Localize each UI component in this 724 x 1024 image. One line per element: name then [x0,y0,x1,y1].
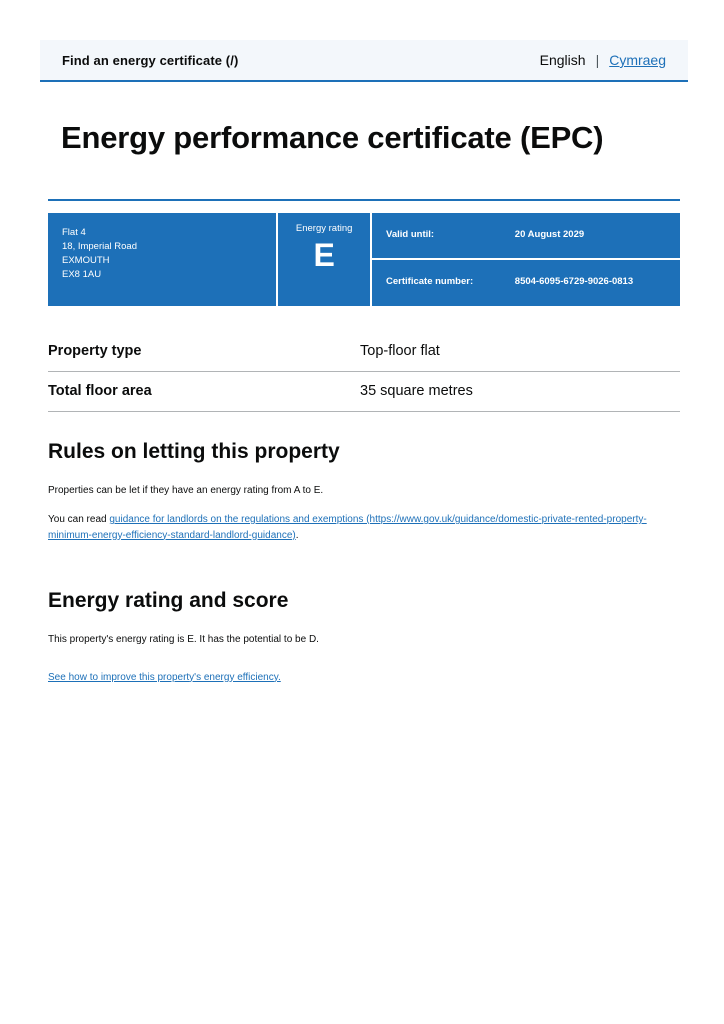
valid-until-row [372,213,680,259]
certificate-number-label: Certificate number: [386,276,474,288]
main-content [48,110,680,685]
letting-guidance-prefix: You can read [48,514,110,526]
energy-rating-block [276,213,370,306]
site-header [40,40,688,82]
letting-rules-heading: Rules on letting this property [48,439,340,463]
certificate-number-row [372,258,680,306]
improve-efficiency-paragraph [48,670,680,686]
total-floor-area-label: Total floor area [48,383,152,400]
table-row [48,372,680,412]
energy-rating-letter: E [313,236,335,273]
language-current: English [539,52,586,68]
energy-rating-label: Energy rating [295,222,353,234]
letting-rules-paragraph: Properties can be let if they have an energy rating from A to E. [48,484,324,496]
language-separator: | [595,52,600,68]
certificate-summary [48,213,680,306]
property-type-label: Property type [48,343,142,360]
address-line-4: EX8 1AU [62,269,102,281]
title-divider [48,199,680,201]
address-line-2: 18, Imperial Road [62,240,137,252]
property-address [48,213,276,306]
energy-rating-paragraph: This property's energy rating is E. It has the potential to be D. [48,634,319,646]
page-title: Energy performance certificate (EPC) [61,120,604,155]
address-line-3: EXMOUTH [62,255,110,267]
energy-rating-heading: Energy rating and score [48,589,289,613]
address-line-1: Flat 4 [62,226,86,238]
valid-until-label: Valid until: [386,228,435,240]
property-type-value: Top-floor flat [360,343,440,360]
certificate-number-value: 8504-6095-6729-9026-0813 [514,276,634,288]
total-floor-area-value: 35 square metres [360,383,473,400]
table-row [48,332,680,372]
improve-efficiency-link[interactable]: See how to improve this property's energy efficiency. [48,671,281,683]
valid-until-value: 20 August 2029 [514,228,585,240]
landlord-guidance-link[interactable]: guidance for landlords on the regulations and exemptions (https://www.gov.uk/guidance/domestic-private-rented-property-minimum-energy-efficiency-standard-landlord-guidance) [48,514,647,541]
language-switcher [540,52,666,68]
service-name[interactable]: Find an energy certificate (/) [62,52,239,68]
language-welsh-link[interactable]: Cymraeg [609,52,666,68]
letting-guidance-paragraph [48,512,660,543]
certificate-meta [370,213,680,306]
letting-guidance-suffix: . [295,529,299,541]
property-facts-table [48,332,680,412]
